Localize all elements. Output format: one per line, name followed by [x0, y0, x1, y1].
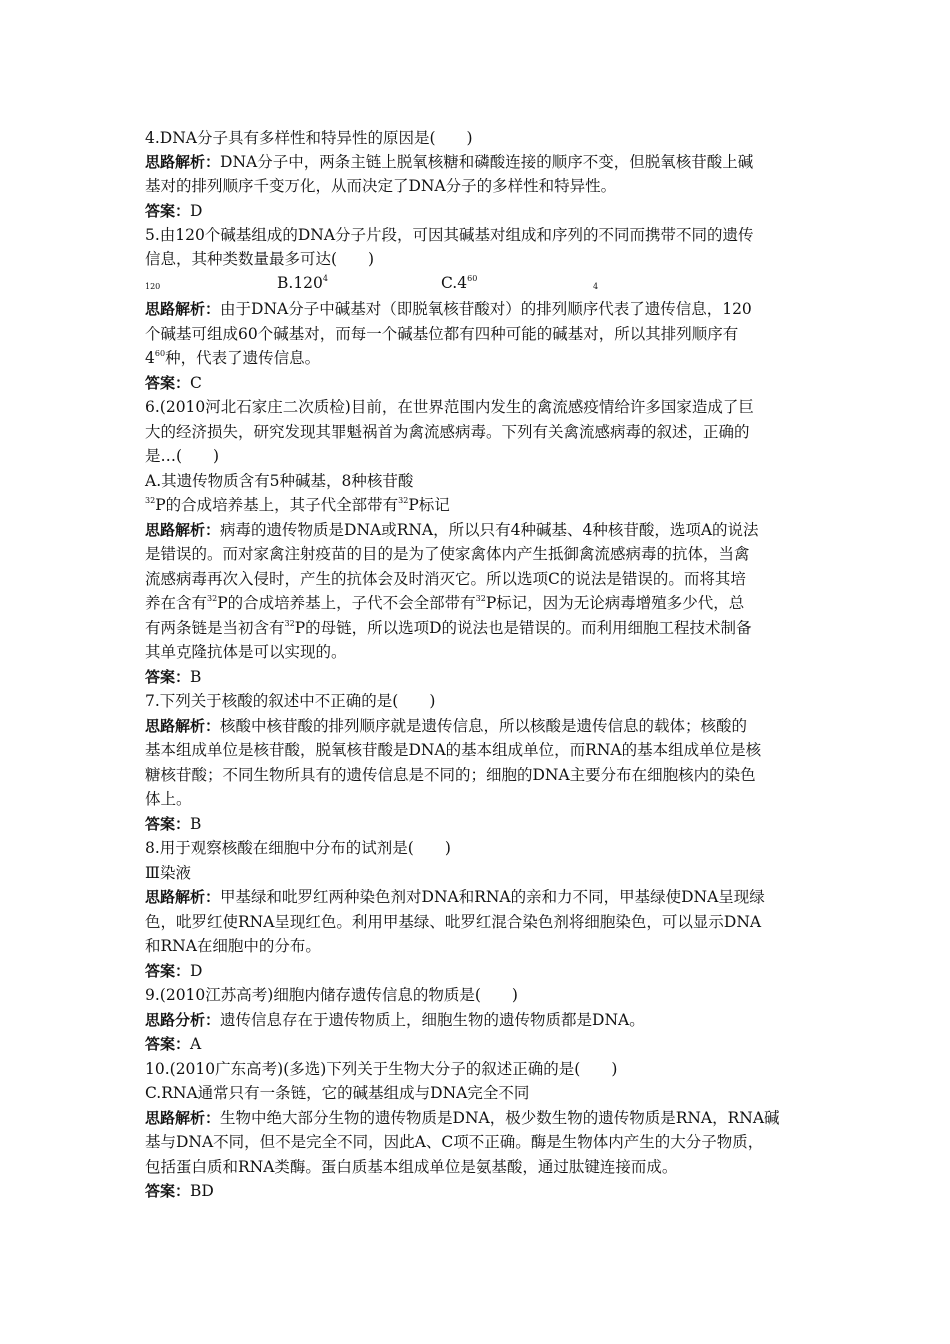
- analysis-label: 思路解析：: [145, 521, 221, 539]
- option-c: $C.4^{60}$: [441, 274, 478, 292]
- q9-answer: [145, 1032, 815, 1056]
- q10-question: 10.(2010广东高考)(多选)下列关于生物大分子的叙述正确的是( ): [145, 1060, 618, 1078]
- q9-question: 9.(2010江苏高考)细胞内储存遗传信息的物质是( ): [145, 986, 518, 1004]
- q5-question-line1: 5.由120个碱基组成的DNA分子片段，可因其碱基对组成和序列的不同而携带不同的遗传: [145, 226, 754, 244]
- q7-analysis-line2: 基本组成单位是核苷酸，脱氧核苷酸是DNA的基本组成单位，而RNA的基本组成单位是核: [145, 741, 762, 759]
- q8-option: Ⅲ染液: [145, 864, 191, 882]
- q6-question-line3: 是…( ): [145, 447, 220, 465]
- q4-question: 4.DNA分子具有多样性和特异性的原因是( ): [145, 129, 473, 147]
- q8-analysis-line2: 色，吡罗红使RNA呈现红色。利用甲基绿、吡罗红混合染色剂将细胞染色，可以显示DNA: [145, 913, 762, 931]
- answer-value: D: [190, 962, 203, 980]
- q10-analysis-line3: 包括蛋白质和RNA类酶。蛋白质基本组成单位是氨基酸，通过肽键连接而成。: [145, 1158, 678, 1176]
- q6-analysis-line5: 有两条链是当初含有$^{32}$P的母链，所以选项D的说法也是错误的。而利用细胞工程技术制备: [145, 619, 752, 637]
- answer-label: 答案：: [145, 668, 191, 686]
- analysis-text: 病毒的遗传物质是DNA或RNA，所以只有4种碱基、4种核苷酸，选项A的说法: [220, 521, 759, 539]
- q4-analysis-line2: 基对的排列顺序千变万化，从而决定了DNA分子的多样性和特异性。: [145, 177, 617, 195]
- answer-value: D: [190, 202, 203, 220]
- q7-question: 7.下列关于核酸的叙述中不正确的是( ): [145, 692, 436, 710]
- q6-analysis-line6: 其单克隆抗体是可以实现的。: [145, 643, 347, 661]
- analysis-text: 甲基绿和吡罗红两种染色剂对DNA和RNA的亲和力不同，甲基绿使DNA呈现绿: [220, 888, 765, 906]
- analysis-label: 思路解析：: [145, 1109, 221, 1127]
- q7-analysis-line4: 体上。: [145, 790, 192, 808]
- q9-analysis-line1: [145, 1008, 815, 1032]
- analysis-label: 思路分析：: [145, 1011, 221, 1029]
- answer-value: B: [190, 668, 202, 686]
- q7-analysis-line1: [145, 714, 815, 738]
- option-a-exponent: 120: [145, 282, 161, 291]
- answer-value: BD: [190, 1182, 214, 1200]
- q5-answer: [145, 371, 815, 395]
- q8-analysis-line1: [145, 885, 815, 909]
- q5-analysis-line1: [145, 297, 815, 321]
- q7-answer: [145, 812, 815, 836]
- analysis-label: 思路解析：: [145, 153, 221, 171]
- answer-label: 答案：: [145, 1035, 191, 1053]
- q6-analysis-line2: 是错误的。而对家禽注射疫苗的目的是为了使家禽体内产生抵御禽流感病毒的抗体，当禽: [145, 545, 750, 563]
- q6-option-line: $^{32}$P的合成培养基上，其子代全部带有$^{32}$P标记: [145, 496, 450, 514]
- q10-option-c: C.RNA通常只有一条链，它的碱基组成与DNA完全不同: [145, 1084, 530, 1102]
- q5-options: [145, 271, 815, 295]
- q8-question: 8.用于观察核酸在细胞中分布的试剂是( ): [145, 839, 451, 857]
- analysis-label: 思路解析：: [145, 717, 221, 735]
- q4-analysis-line1: [145, 150, 815, 174]
- answer-label: 答案：: [145, 815, 191, 833]
- q5-analysis-line2: 个碱基可组成60个碱基对，而每一个碱基位都有四种可能的碱基对，所以其排列顺序有: [145, 325, 739, 343]
- answer-value: A: [190, 1035, 202, 1053]
- q8-answer: [145, 959, 815, 983]
- analysis-label: 思路解析：: [145, 888, 221, 906]
- analysis-label: 思路解析：: [145, 300, 221, 318]
- option-d-exponent: 4: [593, 282, 599, 291]
- q6-analysis-line4: 养在含有$^{32}$P的合成培养基上，子代不会全部带有$^{32}$P标记，因为无论病毒增殖多少代，总: [145, 594, 745, 612]
- answer-label: 答案：: [145, 962, 191, 980]
- answer-value: B: [190, 815, 202, 833]
- q5-analysis-line3: $4^{60}$种，代表了遗传信息。: [145, 349, 321, 367]
- q6-analysis-line1: [145, 518, 815, 542]
- q6-option-a: A.其遗传物质含有5种碱基，8种核苷酸: [145, 472, 414, 490]
- q4-answer: [145, 199, 815, 223]
- q6-analysis-line3: 流感病毒再次入侵时，产生的抗体会及时消灭它。所以选项C的说法是错误的。而将其培: [145, 570, 746, 588]
- q6-answer: [145, 665, 815, 689]
- q6-question-line2: 大的经济损失，研究发现其罪魁祸首为禽流感病毒。下列有关禽流感病毒的叙述，正确的: [145, 423, 750, 441]
- answer-label: 答案：: [145, 202, 191, 220]
- analysis-text: 核酸中核苷酸的排列顺序就是遗传信息，所以核酸是遗传信息的载体；核酸的: [220, 717, 748, 735]
- analysis-text: 由于DNA分子中碱基对（即脱氧核苷酸对）的排列顺序代表了遗传信息，120: [220, 300, 752, 318]
- answer-label: 答案：: [145, 374, 191, 392]
- q10-answer: [145, 1179, 815, 1203]
- answer-value: C: [190, 374, 202, 392]
- analysis-text: 生物中绝大部分生物的遗传物质是DNA，极少数生物的遗传物质是RNA，RNA碱: [220, 1109, 780, 1127]
- q6-question-line1: 6.(2010河北石家庄二次质检)目前，在世界范围内发生的禽流感疫情给许多国家造成了巨: [145, 398, 754, 416]
- q10-analysis-line1: [145, 1106, 815, 1130]
- option-b: B.120$^4$: [277, 274, 328, 292]
- q8-analysis-line3: 和RNA在细胞中的分布。: [145, 937, 321, 955]
- q5-question-line2: 信息，其种类数量最多可达( ): [145, 250, 375, 268]
- q10-analysis-line2: 基与DNA不同，但不是完全不同，因此A、C项不正确。酶是生物体内产生的大分子物质，: [145, 1133, 764, 1151]
- answer-label: 答案：: [145, 1182, 191, 1200]
- analysis-text: 遗传信息存在于遗传物质上，细胞生物的遗传物质都是DNA。: [220, 1011, 645, 1029]
- analysis-text: DNA分子中，两条主链上脱氧核糖和磷酸连接的顺序不变，但脱氧核苷酸上碱: [220, 153, 754, 171]
- q7-analysis-line3: 糖核苷酸；不同生物所具有的遗传信息是不同的；细胞的DNA主要分布在细胞核内的染色: [145, 766, 756, 784]
